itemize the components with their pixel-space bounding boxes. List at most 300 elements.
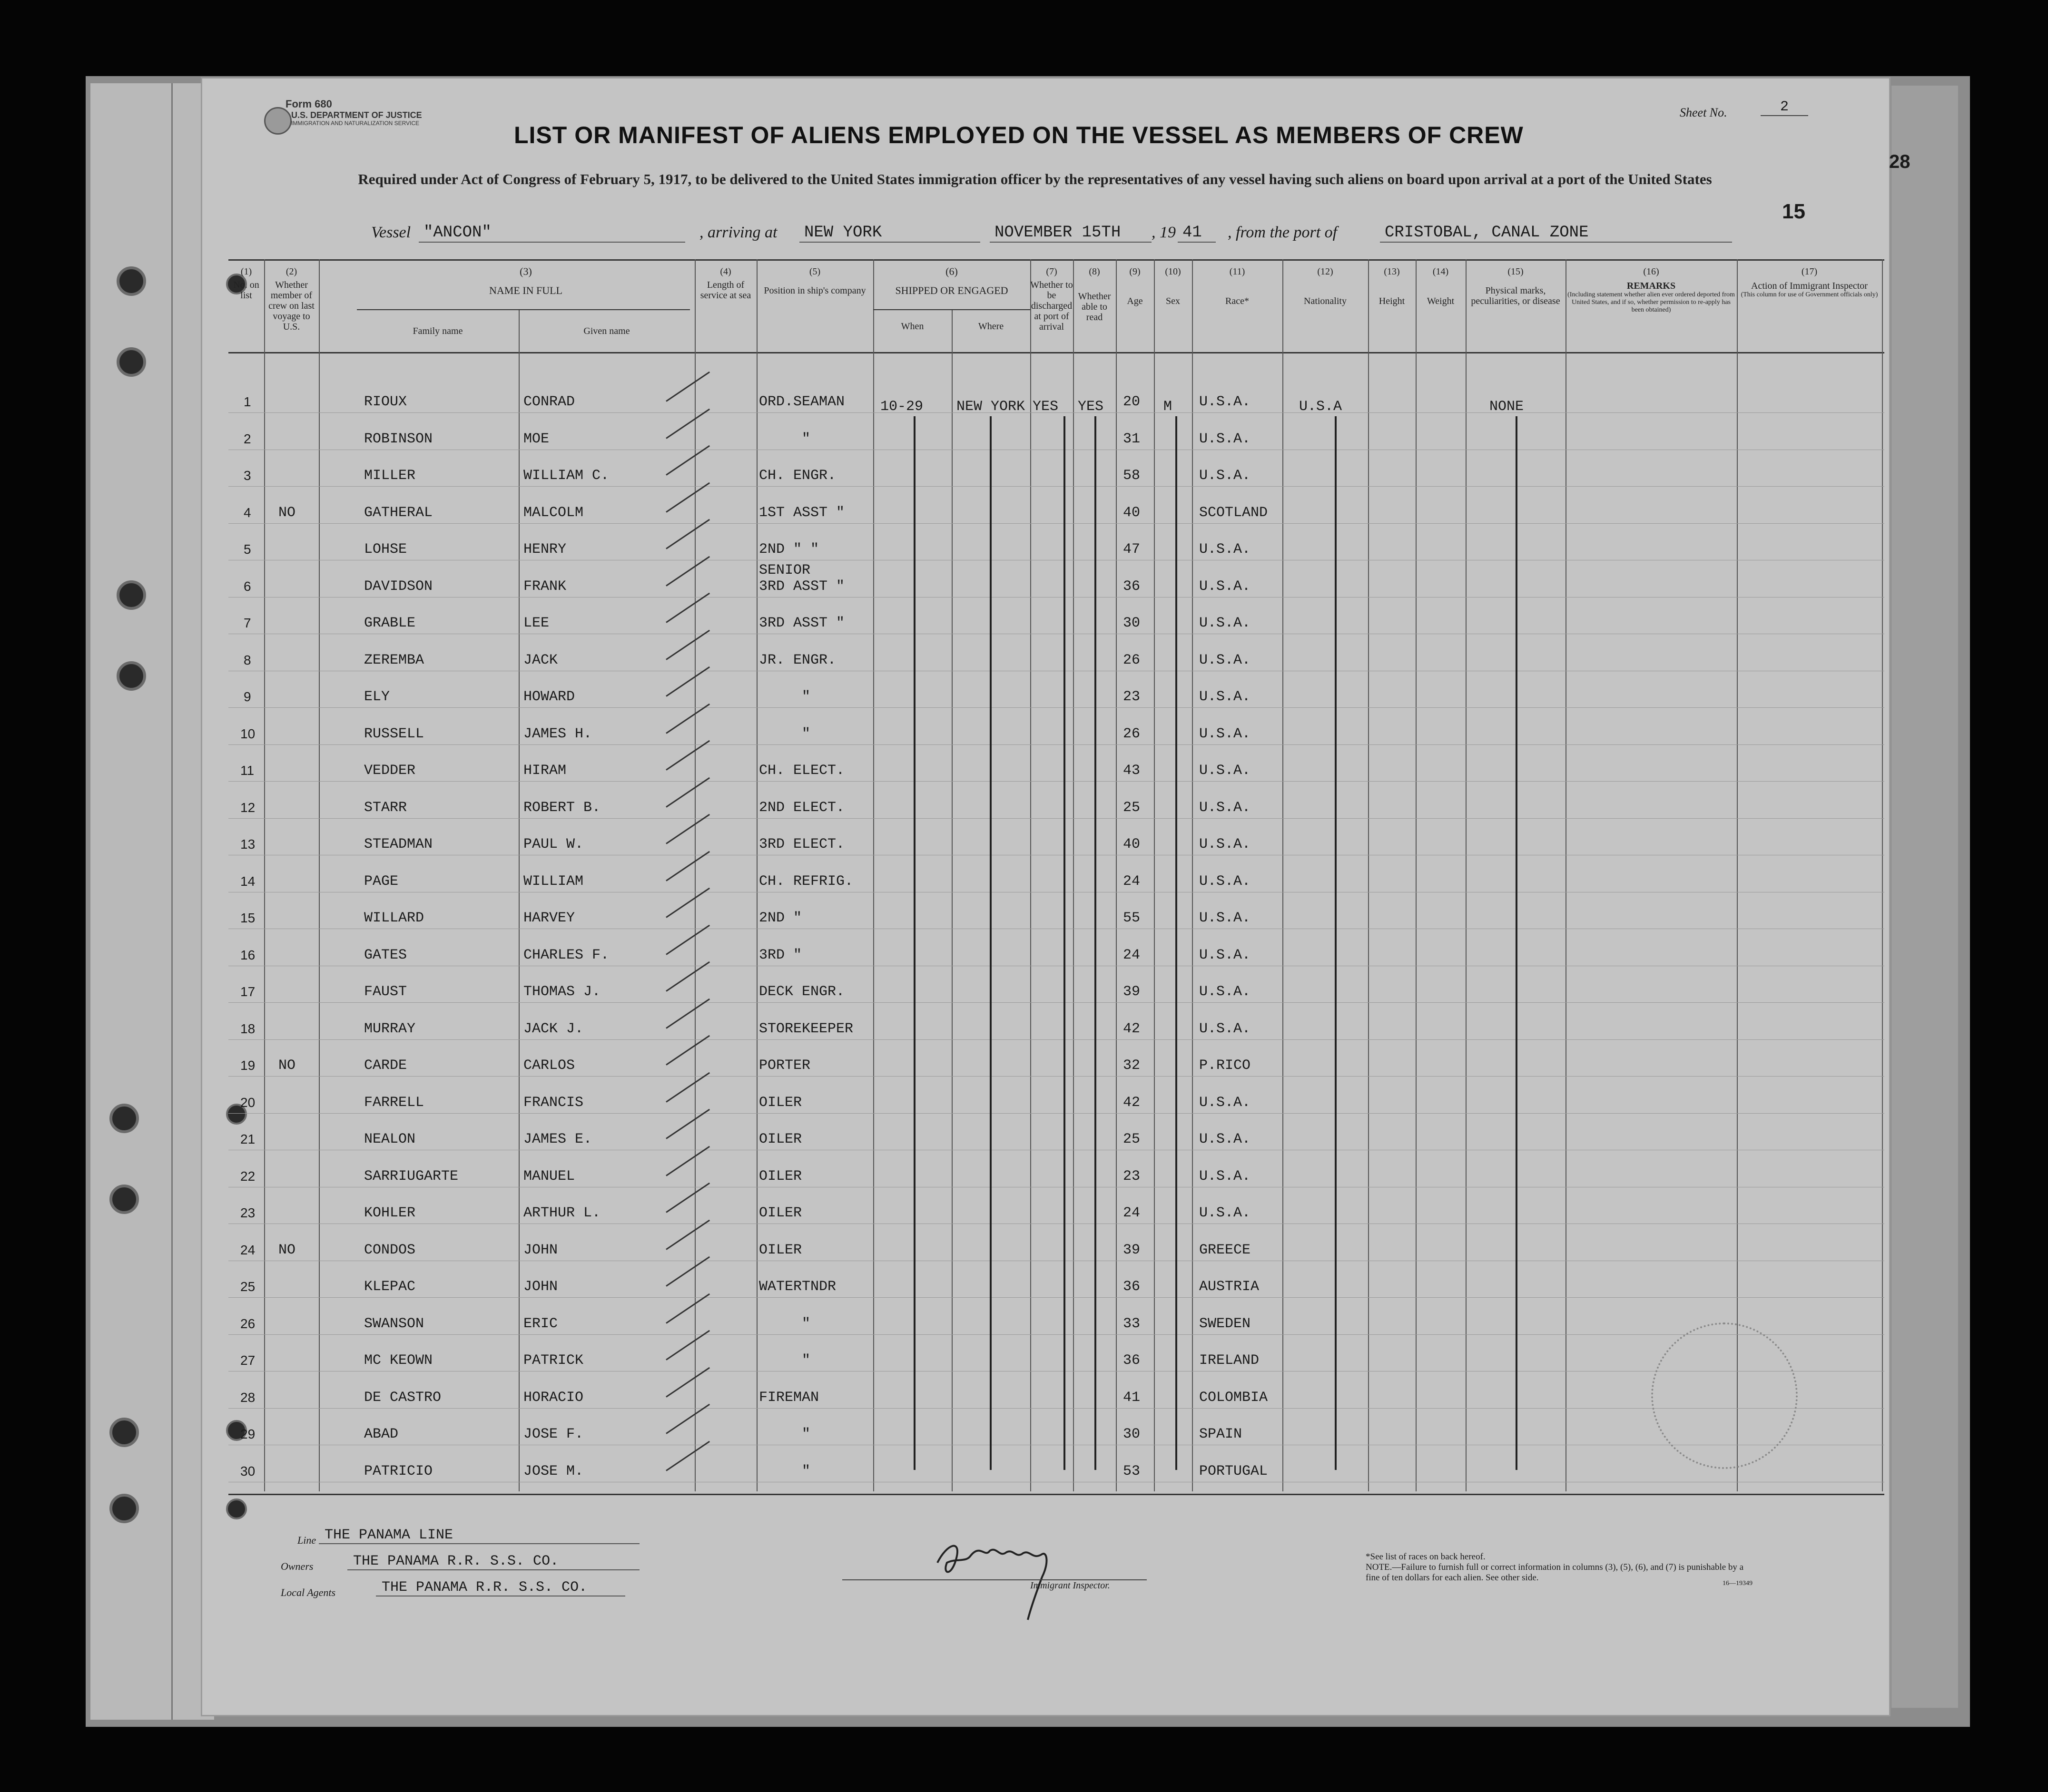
family-name-cell: STARR	[364, 799, 407, 816]
race-cell: U.S.A.	[1199, 763, 1251, 779]
col12-number: (12)	[1317, 266, 1333, 277]
age-cell: 47	[1123, 541, 1141, 558]
race-cell: U.S.A.	[1199, 799, 1251, 816]
vessel-label: Vessel	[371, 224, 411, 241]
races-note: *See list of races on back hereof.	[1366, 1552, 1486, 1562]
race-cell: U.S.A.	[1199, 615, 1251, 631]
name-subheader-rule	[357, 309, 690, 310]
family-name-cell: VEDDER	[364, 763, 416, 779]
family-name-header: Family name	[413, 326, 463, 336]
age-cell: 33	[1123, 1315, 1141, 1332]
row-rule	[228, 1002, 1884, 1003]
arrival-year: 41	[1178, 224, 1216, 243]
previous-voyage-value: NO	[278, 1242, 296, 1258]
position-cell: "	[802, 1315, 811, 1332]
position-cell: CH. ELECT.	[759, 763, 845, 779]
row-rule	[228, 818, 1884, 819]
age-cell: 23	[1123, 689, 1141, 705]
department-seal-icon	[264, 107, 292, 135]
page-title: LIST OR MANIFEST OF ALIENS EMPLOYED ON THE VESSEL AS MEMBERS OF CREW	[514, 122, 1524, 148]
family-name-cell: ZEREMBA	[364, 652, 424, 668]
age-cell: 30	[1123, 615, 1141, 631]
given-name-cell: THOMAS J.	[523, 984, 601, 1000]
agents-label: Local Agents	[281, 1586, 336, 1598]
family-name-cell: MURRAY	[364, 1020, 416, 1037]
col3-number: (3)	[520, 265, 532, 277]
col-divider	[1116, 259, 1117, 1491]
col-divider	[319, 259, 320, 1491]
given-name-cell: CARLOS	[523, 1058, 575, 1074]
family-name-cell: DE CASTRO	[364, 1389, 442, 1406]
position-cell: OILER	[759, 1242, 802, 1258]
given-name-cell: JAMES E.	[523, 1131, 592, 1147]
shipped-when-header: When	[901, 321, 924, 332]
family-name-cell: MILLER	[364, 468, 416, 484]
row-number: 13	[240, 837, 256, 852]
binding-hole-icon	[117, 347, 146, 377]
col16-sublabel: (Including statement whether alien ever ordered deported from United States, and if so, whether permission to re-apply has been obtained)	[1567, 291, 1735, 313]
row-rule	[228, 1334, 1884, 1335]
col-divider	[1882, 259, 1883, 1491]
family-name-cell: LOHSE	[364, 541, 407, 558]
binding-hole-icon	[117, 580, 146, 610]
page-subtitle: Required under Act of Congress of February 5, 1917, to be delivered to the United States immigration officer by the representatives of any vessel having such aliens on board upon arrival at a port of the United States	[358, 171, 1712, 187]
age-cell: 24	[1123, 873, 1141, 890]
inspection-stamp-icon	[1651, 1322, 1798, 1469]
nationality-value: U.S.A	[1299, 399, 1342, 415]
row-number: 25	[240, 1279, 256, 1294]
given-name-cell: HIRAM	[523, 763, 567, 779]
family-name-cell: KOHLER	[364, 1205, 416, 1221]
age-cell: 26	[1123, 725, 1141, 742]
able-to-read-value: YES	[1078, 399, 1104, 415]
given-name-cell: CHARLES F.	[523, 947, 610, 963]
family-name-cell: RIOUX	[364, 394, 407, 410]
position-cell: 2ND "	[759, 910, 802, 926]
binding-hole-icon	[109, 1104, 139, 1133]
owners-value: THE PANAMA R.R. S.S. CO.	[347, 1553, 640, 1570]
col7-number: (7)	[1046, 266, 1057, 277]
col16-number: (16)	[1643, 266, 1659, 277]
position-cell: 3RD ASST "	[759, 615, 845, 631]
family-name-cell: PATRICIO	[364, 1463, 433, 1479]
col16-header	[1566, 266, 1737, 314]
given-name-cell: WILLIAM C.	[523, 468, 610, 484]
given-name-cell: JOHN	[523, 1279, 558, 1295]
binding-hole-icon	[226, 1498, 247, 1519]
position-cell: STOREKEEPER	[759, 1020, 854, 1037]
col2-header	[264, 266, 319, 332]
col-divider	[1737, 259, 1738, 1491]
given-name-cell: FRANK	[523, 578, 567, 595]
binding-hole-icon	[109, 1185, 139, 1214]
col-divider	[1073, 259, 1074, 1491]
from-label: , from the port of	[1228, 224, 1338, 241]
row-number: 9	[244, 689, 251, 704]
row-rule	[228, 781, 1884, 782]
age-cell: 24	[1123, 1205, 1141, 1221]
position-cell: "	[802, 1352, 811, 1369]
col14-label: Weight	[1427, 296, 1455, 306]
row-rule	[228, 486, 1884, 487]
col5-number: (5)	[809, 266, 821, 277]
position-cell: "	[802, 431, 811, 447]
binding-edge	[171, 83, 173, 1720]
col3-label: NAME IN FULL	[489, 284, 562, 296]
page-stamp: 28	[1889, 151, 1910, 172]
family-name-cell: MC KEOWN	[364, 1352, 433, 1369]
row-rule	[228, 523, 1884, 524]
family-name-cell: GRABLE	[364, 615, 416, 631]
previous-voyage-value: NO	[278, 1058, 296, 1074]
row-rule	[228, 1408, 1884, 1409]
col-divider	[873, 259, 874, 1491]
row-number: 1	[244, 394, 251, 409]
col8-number: (8)	[1089, 266, 1100, 277]
previous-voyage-value: NO	[278, 504, 296, 521]
given-name-cell: JOHN	[523, 1242, 558, 1258]
col17-label: Action of Immigrant Inspector	[1751, 281, 1868, 291]
from-port: CRISTOBAL, CANAL ZONE	[1380, 224, 1732, 243]
race-cell: U.S.A.	[1199, 541, 1251, 558]
family-name-cell: ELY	[364, 689, 390, 705]
race-cell: U.S.A.	[1199, 468, 1251, 484]
row-number: 23	[240, 1205, 256, 1220]
position-cell: CH. ENGR.	[759, 468, 837, 484]
race-cell: U.S.A.	[1199, 836, 1251, 852]
race-cell: U.S.A.	[1199, 1205, 1251, 1221]
race-cell: GREECE	[1199, 1242, 1251, 1258]
position-cell: PORTER	[759, 1058, 811, 1074]
race-cell: U.S.A.	[1199, 431, 1251, 447]
row-number: 30	[240, 1463, 256, 1479]
race-cell: U.S.A.	[1199, 652, 1251, 668]
row-rule	[228, 1297, 1884, 1298]
col8-label: Whether able to read	[1078, 291, 1111, 323]
given-name-cell: CONRAD	[523, 394, 575, 410]
row-rule	[228, 744, 1884, 745]
row-number: 19	[240, 1058, 256, 1073]
col15-number: (15)	[1507, 266, 1524, 277]
position-cell: "	[802, 725, 811, 742]
row-number: 21	[240, 1132, 256, 1146]
ditto-line	[914, 416, 916, 1470]
col2-number: (2)	[286, 266, 297, 277]
position-cell: OILER	[759, 1094, 802, 1111]
shipped-where-header: Where	[978, 321, 1004, 332]
family-name-cell: KLEPAC	[364, 1279, 416, 1295]
col14-header	[1416, 266, 1466, 306]
col1-number: (1)	[240, 266, 252, 277]
col-divider	[1368, 259, 1369, 1491]
family-name-cell: RUSSELL	[364, 725, 424, 742]
col13-label: Height	[1378, 296, 1405, 306]
col5-header	[757, 266, 873, 296]
position-cell: 2ND " "	[759, 541, 819, 558]
given-name-cell: LEE	[523, 615, 550, 631]
family-name-cell: SWANSON	[364, 1315, 424, 1332]
row-number: 11	[240, 763, 255, 778]
col7-header	[1030, 266, 1073, 332]
line-label: Line	[297, 1534, 316, 1546]
row-number: 20	[240, 1095, 256, 1110]
row-number: 2	[244, 431, 251, 446]
given-name-cell: MANUEL	[523, 1168, 575, 1185]
col6-label: SHIPPED OR ENGAGED	[895, 284, 1008, 296]
race-cell: U.S.A.	[1199, 947, 1251, 963]
age-cell: 43	[1123, 763, 1141, 779]
family-name-cell: PAGE	[364, 873, 399, 890]
race-cell: SPAIN	[1199, 1426, 1242, 1442]
ditto-line	[1335, 416, 1337, 1470]
crew-table	[228, 259, 1884, 1496]
col9-header	[1116, 266, 1154, 306]
col-divider	[1416, 259, 1417, 1491]
position-cell: JR. ENGR.	[759, 652, 837, 668]
position-cell: OILER	[759, 1168, 802, 1185]
vessel-name: "ANCON"	[419, 224, 685, 243]
row-rule	[228, 707, 1884, 708]
agents-value: THE PANAMA R.R. S.S. CO.	[376, 1579, 625, 1596]
given-name-cell: ARTHUR L.	[523, 1205, 601, 1221]
position-cell: "	[802, 1463, 811, 1479]
position-cell: FIREMAN	[759, 1389, 819, 1406]
family-name-cell: GATES	[364, 947, 407, 963]
table-top-rule	[228, 259, 1884, 261]
family-name-cell: CARDE	[364, 1058, 407, 1074]
col-divider	[1154, 259, 1155, 1491]
position-cell: 3RD ASST "	[759, 578, 845, 595]
sheet-number: 2	[1761, 99, 1808, 116]
family-name-cell: DAVIDSON	[364, 578, 433, 595]
inspector-label: Immigrant Inspector.	[1030, 1580, 1110, 1591]
race-cell: COLOMBIA	[1199, 1389, 1268, 1406]
position-cell: OILER	[759, 1205, 802, 1221]
age-cell: 31	[1123, 431, 1141, 447]
given-name-cell: MOE	[523, 431, 550, 447]
family-name-cell: FAUST	[364, 984, 407, 1000]
row-rule	[228, 1039, 1884, 1040]
ditto-line	[990, 416, 992, 1470]
family-name-cell: SARRIUGARTE	[364, 1168, 459, 1185]
binding-hole-icon	[117, 266, 146, 296]
row-number: 22	[240, 1168, 256, 1184]
col15-header	[1466, 266, 1566, 306]
col-divider	[1282, 259, 1283, 1491]
physical-marks-value: NONE	[1489, 399, 1524, 415]
shipped-when-value: 10-29	[880, 399, 924, 415]
race-cell: U.S.A.	[1199, 1094, 1251, 1111]
race-cell: U.S.A.	[1199, 1020, 1251, 1037]
ditto-line	[1175, 416, 1177, 1470]
race-cell: U.S.A.	[1199, 689, 1251, 705]
col4-header	[695, 266, 757, 301]
age-cell: 39	[1123, 984, 1141, 1000]
race-cell: U.S.A.	[1199, 984, 1251, 1000]
row-number: 28	[240, 1390, 256, 1405]
age-cell: 58	[1123, 468, 1141, 484]
shipped-where-value: NEW YORK	[956, 399, 1025, 415]
col13-header	[1368, 266, 1416, 306]
row-number: 4	[244, 505, 251, 520]
given-name-cell: HORACIO	[523, 1389, 584, 1406]
service-name: IMMIGRATION AND NATURALIZATION SERVICE	[291, 120, 420, 127]
owners-label: Owners	[281, 1560, 314, 1572]
given-name-cell: HOWARD	[523, 689, 575, 705]
row-number: 16	[240, 947, 256, 962]
given-name-header: Given name	[583, 326, 630, 336]
row-number: 14	[240, 873, 256, 889]
discharged-value: YES	[1033, 399, 1059, 415]
col16-label: REMARKS	[1626, 281, 1676, 291]
given-name-cell: JOSE M.	[523, 1463, 584, 1479]
col-divider	[757, 259, 758, 1491]
family-name-cell: WILLARD	[364, 910, 424, 926]
sheet-label: Sheet No.	[1680, 106, 1727, 119]
row-number: 5	[244, 542, 251, 557]
position-cell: CH. REFRIG.	[759, 873, 854, 890]
col10-number: (10)	[1165, 266, 1181, 277]
race-cell: U.S.A.	[1199, 1131, 1251, 1147]
row-rule	[228, 1113, 1884, 1114]
race-cell: IRELAND	[1199, 1352, 1260, 1369]
family-name-cell: NEALON	[364, 1131, 416, 1147]
col11-label: Race*	[1225, 296, 1249, 306]
age-cell: 24	[1123, 947, 1141, 963]
row-number: 26	[240, 1316, 256, 1331]
race-cell: U.S.A.	[1199, 1168, 1251, 1185]
race-cell: SCOTLAND	[1199, 504, 1268, 521]
given-name-cell: PAUL W.	[523, 836, 584, 852]
col11-header	[1192, 266, 1282, 306]
position-cell: DECK ENGR.	[759, 984, 845, 1000]
arrival-date: NOVEMBER 15TH	[990, 224, 1152, 243]
number-stamp: 15	[1782, 200, 1805, 223]
age-cell: 32	[1123, 1058, 1141, 1074]
ditto-line	[1516, 416, 1517, 1470]
age-cell: 40	[1123, 504, 1141, 521]
col2-label: Whether member of crew on last voyage to U.S.	[268, 280, 315, 332]
row-number: 17	[240, 984, 256, 999]
position-cell: WATERTNDR	[759, 1279, 837, 1295]
age-cell: 23	[1123, 1168, 1141, 1185]
col8-header	[1073, 266, 1116, 323]
col5-label: Position in ship's company	[764, 285, 866, 296]
col12-header	[1282, 266, 1368, 306]
age-cell: 40	[1123, 836, 1141, 852]
given-name-cell: HENRY	[523, 541, 567, 558]
row-number: 6	[244, 578, 251, 594]
given-name-cell: JOSE F.	[523, 1426, 584, 1442]
col-divider	[1466, 259, 1467, 1491]
age-cell: 26	[1123, 652, 1141, 668]
age-cell: 36	[1123, 1352, 1141, 1369]
col6-header	[873, 266, 1030, 296]
binding-stub	[90, 83, 214, 1720]
shipped-subheader-rule	[873, 309, 1030, 310]
col9-number: (9)	[1129, 266, 1141, 277]
age-cell: 36	[1123, 1279, 1141, 1295]
col-divider	[695, 259, 696, 1491]
row-number: 15	[240, 911, 256, 925]
binding-hole-icon	[117, 661, 146, 691]
year-label: , 19	[1152, 224, 1176, 241]
given-name-cell: JAMES H.	[523, 725, 592, 742]
inspector-signature-icon	[928, 1529, 1094, 1625]
race-cell: U.S.A.	[1199, 394, 1251, 410]
form-number: Form 680	[286, 98, 332, 110]
given-name-cell: JACK	[523, 652, 558, 668]
row-number: 10	[240, 726, 256, 741]
given-name-cell: JACK J.	[523, 1020, 584, 1037]
arriving-label: , arriving at	[699, 224, 778, 241]
given-name-cell: ROBERT B.	[523, 799, 601, 816]
given-name-cell: WILLIAM	[523, 873, 584, 890]
col14-number: (14)	[1432, 266, 1449, 277]
col1-label: No. on list	[233, 280, 259, 301]
col4-number: (4)	[720, 266, 731, 277]
col15-label: Physical marks, peculiarities, or disease	[1471, 285, 1560, 306]
race-cell: U.S.A.	[1199, 725, 1251, 742]
row-number: 29	[240, 1427, 256, 1441]
col7-label: Whether to be discharged at port of arrival	[1030, 280, 1073, 332]
table-bottom-rule	[228, 1494, 1884, 1495]
position-cell: 2ND ELECT.	[759, 799, 845, 816]
race-cell: U.S.A.	[1199, 910, 1251, 926]
row-number: 7	[244, 616, 251, 630]
header-bottom-rule	[228, 352, 1884, 353]
race-cell: AUSTRIA	[1199, 1279, 1260, 1295]
col1-header	[228, 266, 264, 301]
col3-header	[357, 266, 695, 296]
col10-header	[1154, 266, 1192, 306]
col4-label: Length of service at sea	[700, 280, 751, 301]
ditto-line	[1094, 416, 1096, 1470]
arriving-port: NEW YORK	[799, 224, 980, 243]
checkmark-icon	[666, 372, 710, 402]
family-name-cell: ABAD	[364, 1426, 399, 1442]
given-name-cell: MALCOLM	[523, 504, 584, 521]
age-cell: 25	[1123, 799, 1141, 816]
position-cell: "	[802, 689, 811, 705]
row-rule	[228, 1076, 1884, 1077]
age-cell: 25	[1123, 1131, 1141, 1147]
position-cell: SENIOR	[759, 562, 811, 578]
col-divider	[1192, 259, 1193, 1491]
age-cell: 55	[1123, 910, 1141, 926]
binding-hole-icon	[109, 1418, 139, 1447]
position-cell: 1ST ASST "	[759, 504, 845, 521]
position-cell: OILER	[759, 1131, 802, 1147]
age-cell: 42	[1123, 1020, 1141, 1037]
row-number: 27	[240, 1353, 256, 1368]
age-cell: 53	[1123, 1463, 1141, 1479]
position-cell: 3RD ELECT.	[759, 836, 845, 852]
age-cell: 41	[1123, 1389, 1141, 1406]
penalty-note: NOTE.—Failure to furnish full or correct information in columns (3), (5), (6), and (7) is punishable by a fine of ten dollars for each alien. See other side.	[1366, 1562, 1744, 1583]
position-cell: "	[802, 1426, 811, 1442]
age-cell: 39	[1123, 1242, 1141, 1258]
given-name-cell: FRANCIS	[523, 1094, 584, 1111]
given-name-cell: PATRICK	[523, 1352, 584, 1369]
col10-label: Sex	[1166, 296, 1180, 306]
col6-number: (6)	[945, 265, 958, 277]
race-cell: P.RICO	[1199, 1058, 1251, 1074]
row-number: 24	[240, 1242, 256, 1257]
race-cell: PORTUGAL	[1199, 1463, 1268, 1479]
given-name-cell: HARVEY	[523, 910, 575, 926]
race-cell: U.S.A.	[1199, 578, 1251, 595]
